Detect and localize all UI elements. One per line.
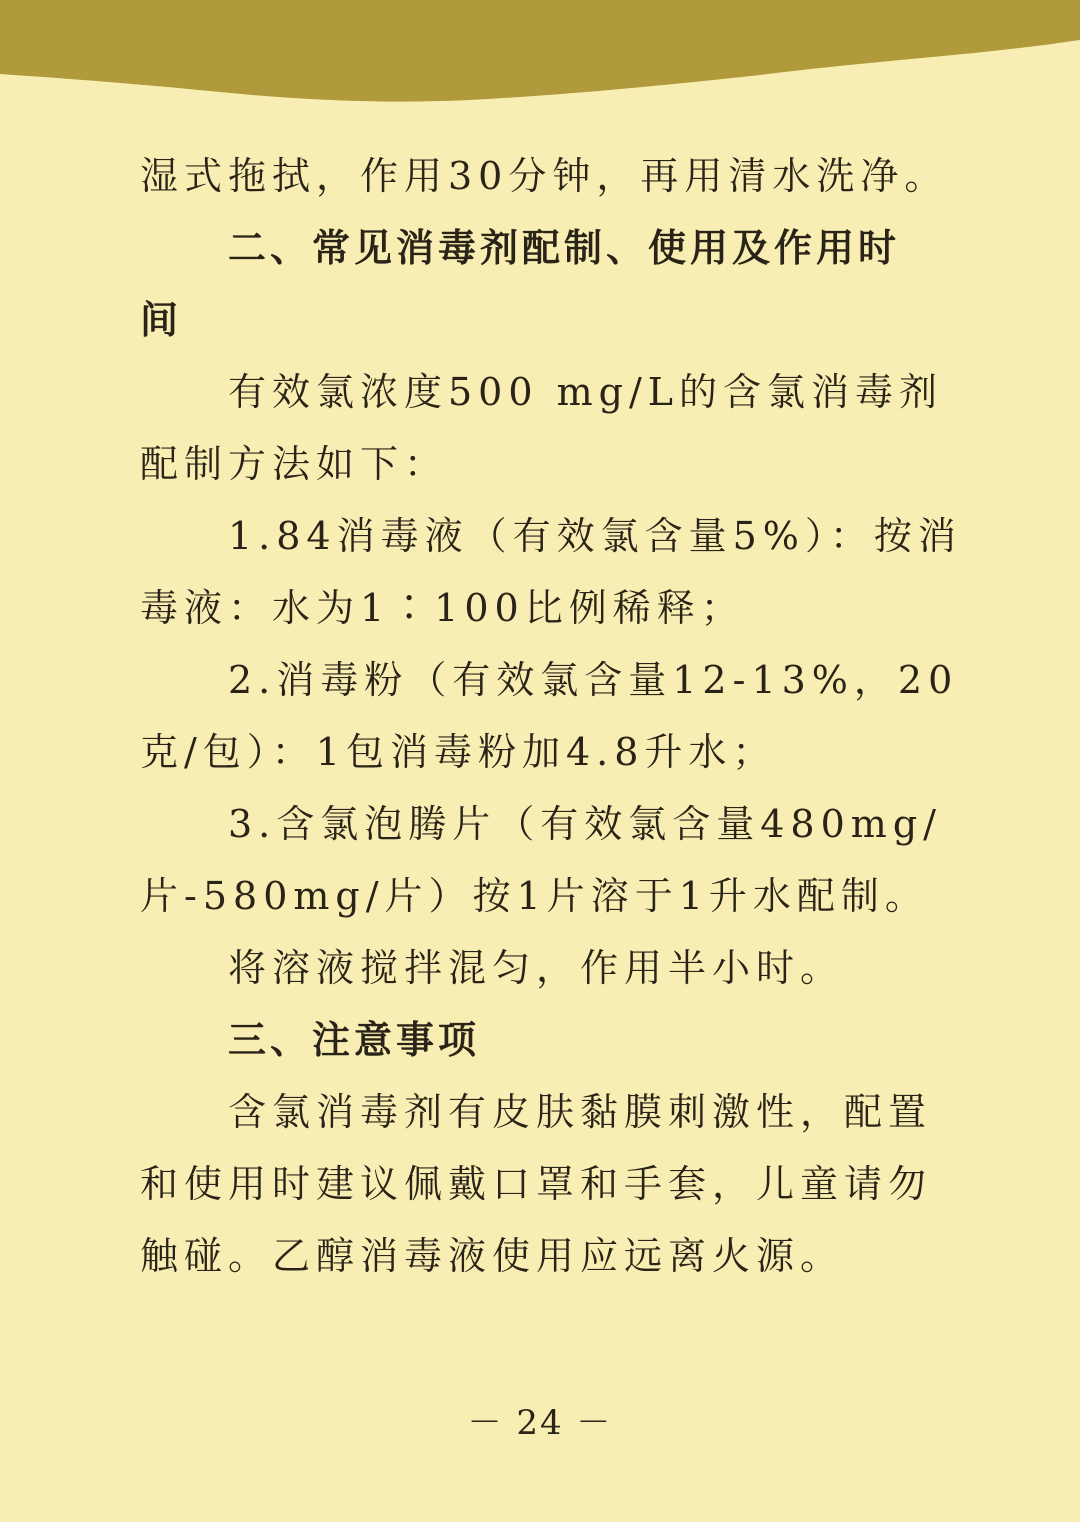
paragraph-line: 配制方法如下： [140,442,449,486]
section-heading: 二、常见消毒剂配制、使用及作用时 [228,225,901,270]
list-item-line: 毒液：水为1∶100比例稀释； [140,586,745,630]
list-item-line: 2.消毒粉（有效氯含量12-13%，20 [228,658,959,702]
paragraph-line: 触碰。乙醇消毒液使用应远离火源。 [140,1234,845,1278]
list-item-line: 克/包）：1包消毒粉加4.8升水； [140,730,777,774]
header-wave-decoration [0,0,1080,120]
page-number: － 24 － [467,1403,613,1443]
document-body [140,140,962,1292]
list-item-line: 3.含氯泡腾片（有效氯含量480mg/ [228,802,942,846]
list-item-line: 片-580mg/片）按1片溶于1升水配制。 [140,874,929,918]
text-line: 湿式拖拭，作用30分钟，再用清水洗净。 [140,154,949,198]
paragraph-line: 和使用时建议佩戴口罩和手套，儿童请勿 [140,1162,933,1206]
section-heading: 三、注意事项 [228,1017,481,1062]
paragraph-line: 将溶液搅拌混匀，作用半小时。 [228,946,845,990]
section-heading-continued: 间 [140,297,183,342]
paragraph-line: 有效氯浓度500 mg/L的含氯消毒剂 [228,370,944,414]
list-item-line: 1.84消毒液（有效氯含量5%）：按消 [228,514,962,558]
paragraph-line: 含氯消毒剂有皮肤黏膜刺激性，配置 [228,1090,933,1134]
